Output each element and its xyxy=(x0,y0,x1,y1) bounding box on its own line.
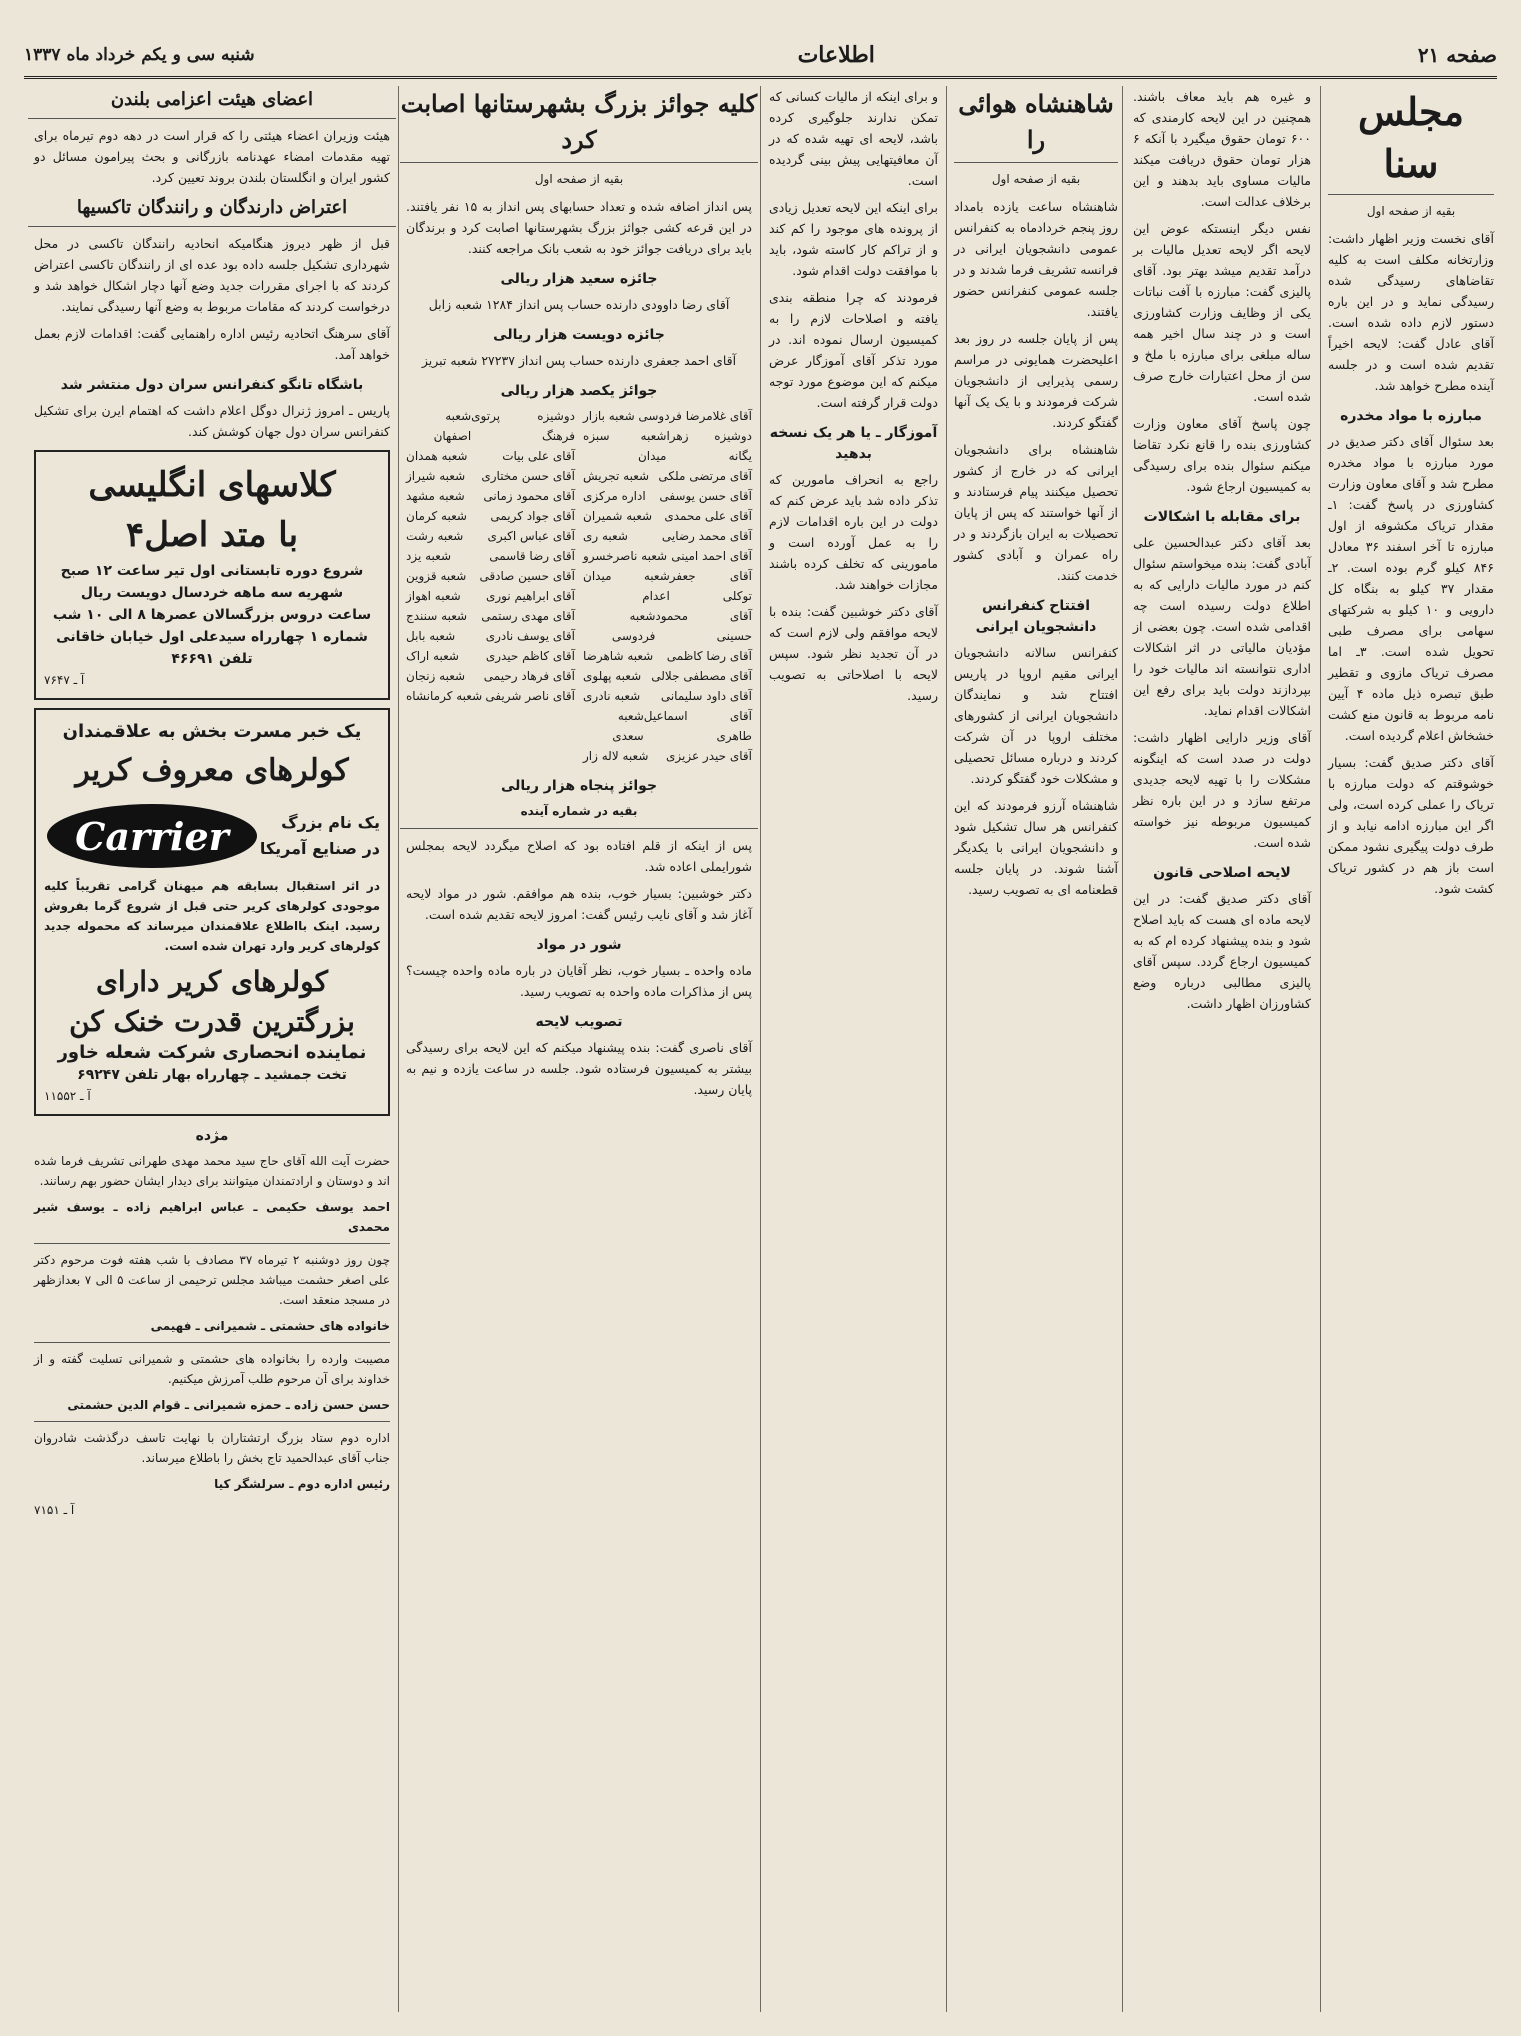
winner-name: آقای عباس اکبری xyxy=(487,529,575,543)
prize-list-item xyxy=(583,426,752,466)
article-paragraph: آقای سرهنگ اتحادیه رئیس اداره راهنمایی گفت: اقدامات لازم بعمل خواهد آمد. xyxy=(34,326,390,362)
english-classes-ad xyxy=(34,450,390,700)
prize-list-left xyxy=(406,406,575,706)
section-title: لایحه اصلاحی قانون xyxy=(1153,865,1291,881)
winner-name: آقای علی محمدی xyxy=(664,509,752,523)
winner-name: آقای جواد کریمی xyxy=(490,509,575,523)
prize-list-item xyxy=(583,646,752,666)
winner-name: دوشیزه پرتوی فرهنگ xyxy=(471,409,575,443)
prize-list-item xyxy=(583,606,752,646)
notice-title: مژده xyxy=(195,1128,229,1144)
ad-code: آ ـ ۷۶۴۷ xyxy=(44,673,85,687)
left-column xyxy=(28,86,396,2012)
senate-paragraph: آقای نخست وزیر اظهار داشت: وزارتخانه مکلف است به کلیه تقاضاهای رسیدگی شده رسیدگی نماید و در این باره دستور لازم داده شده است. آقای عادل گفت: لایحه اخیراً تقدیم شده است و در جلسه آینده مطرح خواهد شد. xyxy=(1328,231,1494,393)
prize-section-title: جوائز یکصد هزار ریالی xyxy=(500,383,658,399)
article-paragraph: قبل از ظهر دیروز هنگامیکه انحادیه رانندگان تاکسی در محل شهرداری تشکیل جلسه داده بود عده ای از رانندگان تاکسی اعتراض کردند که با اجرای مقررات جدید وضع آنها دچار اشکال خواهد شد و درخواست کردند که مقامات مربوط به وضع آنها رسیدگی نمایند. xyxy=(34,236,390,314)
senate-article xyxy=(1322,86,1500,2012)
article-paragraph: پس از اینکه از قلم افتاده بود که اصلاح میگردد لایحه بمجلس شورایملی اعاده شد. xyxy=(406,838,752,874)
prize-list-item xyxy=(406,686,575,706)
prize-list-item xyxy=(583,526,752,546)
prize-list-item xyxy=(406,606,575,626)
winner-name: آقای فرهاد رحیمی xyxy=(483,669,575,683)
winner-name: آقای مصطفی جلالی xyxy=(651,669,752,683)
continued-note: بقیه در شماره آینده xyxy=(520,804,638,818)
issue-date: شنبه سی و یکم خرداد ماه ۱۳۳۷ xyxy=(24,45,255,65)
winner-name: آقای حیدر عزیزی xyxy=(665,749,752,763)
senate-continued xyxy=(1127,86,1317,2012)
winner-name: آقای احمد امینی xyxy=(671,549,752,563)
winner-branch: شعبه شیراز xyxy=(406,469,466,483)
shah-article xyxy=(948,86,1124,2012)
winner-name: آقای کاظم حیدری xyxy=(485,649,575,663)
article-paragraph: و برای اینکه از مالیات کسانی که تمکن ندارند جلوگیری کرده باشد، لایحه ای تهیه شده که در آن معافیتهایی پیش بینی گردیده است. xyxy=(769,89,938,188)
prize-list-item xyxy=(406,446,575,466)
prize-list-item xyxy=(583,706,752,746)
winner-branch: شعبه قزوین xyxy=(406,569,467,583)
winner-name: آقای مرتضی ملکی xyxy=(658,469,752,483)
prize-list-item xyxy=(583,546,752,566)
article-paragraph: کنفرانس سالانه دانشجویان ایرانی مقیم اروپا در پاریس افتتاح شد و نمایندگان دانشجویان ایرانی از کشورهای مختلف اروپا در آن شرکت کردند و درباره مسائل تحصیلی و مشکلات خود گفتگو کردند. xyxy=(954,645,1118,786)
article-paragraph: شاهنشاه برای دانشجویان ایرانی که در خارج از کشور تحصیل میکنند پیام فرستادند و از آنها خواستند که پس از پایان تحصیلات به ایران بازگردند و در راه عمران و آبادی کشور خدمت کنند. xyxy=(954,442,1118,583)
prize-list-item xyxy=(406,586,575,606)
winner-branch: شعبه ناصرخسرو xyxy=(583,549,668,563)
winner-branch: شعبه سبزه میدان xyxy=(583,429,667,463)
winner-branch: شعبه اصفهان xyxy=(433,409,472,443)
ad-code: آ ـ ۷۱۵۱ xyxy=(34,1503,75,1517)
ad-title: کولرهای معروف کریر xyxy=(75,753,349,788)
article-paragraph: دکتر خوشبین: بسیار خوب، بنده هم موافقم. شور در مواد لایحه آغاز شد و آقای نایب رئیس گفت: امروز لایحه تقدیم شده است. xyxy=(406,886,752,922)
winner-branch: شعبه شمیران xyxy=(583,509,653,523)
winner-name: آقای اسماعیل طاهری xyxy=(643,709,752,743)
prize-list-item xyxy=(406,646,575,666)
notice-text: اداره دوم ستاد بزرگ ارتشتاران با نهایت تاسف درگذشت شادروان جناب آقای عبدالحمید تاج بخش را باطلاع میرساند. xyxy=(34,1431,390,1465)
prize-list-item xyxy=(583,406,752,426)
prize-list-item xyxy=(406,666,575,686)
winner-branch: شعبه ری xyxy=(583,529,628,543)
page-header xyxy=(24,34,1497,79)
winner-name: آقای ابراهیم نوری xyxy=(485,589,575,603)
senate-headline: مجلس سنا xyxy=(1328,86,1494,195)
newspaper-name: اطلاعات xyxy=(797,42,875,68)
article-paragraph: آقای دکتر صدیق گفت: در این لایحه ماده ای هست که باید اصلاح شود و بنده پیشنهاد کرده ام که به کمیسیون ارجاع گردد. سپس آقای پالیزی مطالبی درباره وضع کشاورزان اظهار داشت. xyxy=(1133,891,1311,1011)
winner-branch: شعبه همدان xyxy=(406,449,468,463)
section-title: افتتاح کنفرانس دانشجویان ایرانی xyxy=(975,598,1097,635)
notice-signature: خانواده های حشمتی ـ شمیرانی ـ فهیمی xyxy=(150,1319,390,1333)
notice-text: چون روز دوشنبه ۲ تیرماه ۳۷ مصادف با شب هفته فوت مرحوم دکتر علی اصغر حشمت میباشد مجلس ترحیمی از ساعت ۵ الی ۷ بعدازظهر در مسجد منعقد است. xyxy=(34,1253,391,1307)
tax-article xyxy=(763,86,944,2012)
ad-line: ساعت دروس بزرگسالان عصرها ۸ الی ۱۰ شب xyxy=(52,607,372,623)
winner-branch: شعبه سعدی xyxy=(612,709,644,743)
prize-list-item xyxy=(583,506,752,526)
winner-branch: شعبه سنندج xyxy=(406,609,468,623)
prize-list-right xyxy=(583,406,752,766)
article-paragraph: برای اینکه این لایحه تعدیل زیادی از پرونده های موجود را کم کند و از تراکم کار کاسته شود، باید با موافقت دولت اقدام شود. xyxy=(769,200,938,278)
winner-name: آقای علی بیات xyxy=(502,449,575,463)
prize-winner: آقای احمد جعفری دارنده حساب پس انداز ۲۷۲۳۷ شعبه تبریز xyxy=(421,353,737,368)
winner-name: آقای یوسف نادری xyxy=(485,629,575,643)
parliament-bill-article xyxy=(400,835,758,1100)
winner-name: آقای رضا قاسمی xyxy=(489,549,575,563)
winner-name: دوشیزه زهرا یگانه xyxy=(666,429,752,463)
winner-branch: شعبه کرمانشاه xyxy=(406,689,483,703)
winner-branch: شعبه بابل xyxy=(406,629,456,643)
article-paragraph: فرمودند که چرا منطقه بندی یافته و اصلاحات لازم را به کمیسیون ارسال نموده اند. در مورد تذکر آقای آموزگار عرض میکنم که این موضوع مورد توجه دولت قرار گرفته است. xyxy=(769,290,938,410)
winner-branch: شعبه پهلوی xyxy=(583,669,642,683)
ad-line: شماره ۱ چهارراه سیدعلی اول خیابان خاقانی xyxy=(56,629,368,645)
winner-branch: شعبه فردوسی xyxy=(611,609,656,643)
prize-list-item xyxy=(583,666,752,686)
prize-list-item xyxy=(406,546,575,566)
prize-list-item xyxy=(583,686,752,706)
article-paragraph: پس از پایان جلسه در روز بعد اعلیحضرت همایونی در مراسم رسمی پذیرایی از دانشجویان شرکت فرمودند و با یک یک آنها گفتگو کردند. xyxy=(954,331,1118,430)
article-paragraph: ماده واحده ـ بسیار خوب، نظر آقایان در باره ماده واحده چیست؟ پس از مذاکرات ماده واحده به تصویب رسید. xyxy=(406,963,752,999)
page-number: صفحه ۲۱ xyxy=(1417,43,1497,67)
prize-list-item xyxy=(406,566,575,586)
winner-branch: شعبه بازار xyxy=(583,409,635,423)
prize-list-item xyxy=(406,506,575,526)
ad-subtitle: با متد اصل۴ xyxy=(125,515,299,555)
section-title: برای مقابله با اشکالات xyxy=(1143,509,1301,525)
winner-branch: شعبه رشت xyxy=(406,529,464,543)
brand-line: یک نام بزرگ xyxy=(281,813,380,832)
carrier-ad xyxy=(34,708,390,1116)
article-paragraph: آقای دکتر خوشبین گفت: بنده با لایحه موافقم ولی لازم است که در آن تجدید نظر شود. سپس لایحه با اصلاحاتی به تصویب رسید. xyxy=(769,604,938,703)
winner-name: آقای جعفر توکلی xyxy=(669,569,752,603)
prize-section-title: جائزه سعید هزار ریالی xyxy=(500,271,658,287)
winner-branch: شعبه اهواز xyxy=(406,589,461,603)
ad-address: تخت جمشید ـ چهارراه بهار تلفن ۶۹۲۴۷ xyxy=(77,1067,347,1083)
prize-list-item xyxy=(406,466,575,486)
prize-winner: آقای رضا داوودی دارنده حساب پس انداز ۱۲۸۴ شعبه زابل xyxy=(428,297,730,312)
article-paragraph: شاهنشاه ساعت یازده بامداد روز پنجم خردادماه به کنفرانس عمومی دانشجویان ایرانی در فرانسه تشریف فرما شدند و در جلسه عمومی کنفرانس حضور یافتند. xyxy=(954,199,1118,319)
article-paragraph: پاریس ـ امروز ژنرال دوگل اعلام داشت که اهتمام ایرن برای تشکیل کنفرانس سران دول جهان کوشش کند. xyxy=(34,403,390,439)
winner-branch: شعبه کرمان xyxy=(406,509,467,523)
ad-phone: تلفن ۴۶۶۹۱ xyxy=(171,651,253,667)
winner-branch: شعبه لاله زار xyxy=(583,749,649,763)
prize-list-item xyxy=(583,486,752,506)
notice-signature: رئیس اداره دوم ـ سرلشگر کیا xyxy=(214,1477,390,1491)
ad-dealer: نماینده انحصاری شرکت شعله خاور xyxy=(57,1042,367,1063)
article-paragraph: شاهنشاه آرزو فرمودند که این کنفرانس هر سال تشکیل شود و دانشجویان ایرانی با یکدیگر آشنا شوند. در پایان جلسه قطعنامه ای به تصویب رسید. xyxy=(954,798,1118,897)
prize-list-item xyxy=(406,486,575,506)
winner-branch: شعبه یزد xyxy=(406,549,452,563)
senate-paragraph: بعد سئوال آقای دکتر صدیق در مورد مبارزه با مواد مخدره مطرح شد و آقای معاون وزارت کشاورزی در پاسخ گفت: ۱ـ مقدار تریاک مکشوفه از اول مبارزه تا آخر اسفند ۳۶ معادل ۸۴۶ کیلو گرم بوده است. ۲ـ مقدار ۳۷ کیلو به بنگاه کل دارویی و ۱۰ کیلو به شرکتهای سهامی برای مصرف طبی تحویل شده است. ۳ـ اما مصرف تریاک مازوی و تقطیر طبق تبصره ذیل ماده ۴ آیین نامه مربوط به قانون منع کشت خشخاش اعلام گردیده است. xyxy=(1328,434,1495,743)
winner-branch: شعبه تجریش xyxy=(583,469,650,483)
winner-name: آقای حسن مختاری xyxy=(481,469,575,483)
article-paragraph: آقای وزیر دارایی اظهار داشت: دولت در صدد است که اینگونه مشکلات را با تهیه لایحه جدیدی مرتفع سازد و در این باره نظر کمیسیون مربوطه نیز خواسته شده است. xyxy=(1133,730,1311,850)
ad-slogan: کولرهای کریر دارای بزرگترین قدرت خنک کن xyxy=(69,965,355,1038)
article-paragraph: راجع به انحراف مامورین که تذکر داده شد باید عرض کنم که دولت در این باره اقدامات لازم را به عمل آورده است و مامورینی که تخلف کرده باشند مجازات خواهند شد. xyxy=(769,472,938,592)
prize-list-item xyxy=(583,746,752,766)
article-paragraph: چون پاسخ آقای معاون وزارت کشاورزی بنده را قانع نکرد تقاضا میکنم سئوال بنده برای رسیدگی به کمیسیون ارجاع شود. xyxy=(1133,416,1311,494)
winner-branch: شعبه شاهرضا xyxy=(583,649,654,663)
prize-section-title: جوائز پنجاه هزار ریالی xyxy=(500,778,658,794)
prizes-article xyxy=(400,86,758,2012)
senate-section-title: مبارزه با مواد مخدره xyxy=(1340,408,1482,424)
winner-branch: شعبه زنجان xyxy=(406,669,466,683)
prize-list-item xyxy=(583,466,752,486)
prize-section-title: جائزه دویست هزار ریالی xyxy=(493,327,665,343)
winner-name: آقای محمود حسینی xyxy=(655,609,752,643)
winner-branch: شعبه مشهد xyxy=(406,489,465,503)
prize-list-item xyxy=(406,626,575,646)
ad-line: شهریه سه ماهه خردسال دویست ریال xyxy=(80,585,344,601)
prize-list-item xyxy=(583,566,752,606)
article-paragraph: بعد آقای دکتر عبدالحسین علی آبادی گفت: بنده میخواستم سئوال کنم در مورد مالیات دارایی که به اطلاع دولت رسیده است چه اقدامی شده است. چون بعضی از مؤدیان مالیاتی در اثر اشکالات اداری نتوانسته اند مالیات خود را بپردازند دولت باید برای رفع این اشکالات اقدام نماید. xyxy=(1133,535,1311,718)
section-title: آموزگار ـ یا هر یک نسخه بدهید xyxy=(769,425,938,462)
carrier-logo: Carrier xyxy=(47,804,257,868)
winner-branch: اداره مرکزی xyxy=(583,489,646,503)
winner-name: آقای محمود زمانی xyxy=(483,489,575,503)
winner-name: آقای حسن یوسفی xyxy=(659,489,752,503)
ad-title: کلاسهای انگلیسی xyxy=(88,465,336,505)
section-title: تصویب لایحه xyxy=(535,1014,623,1030)
winner-branch: شعبه میدان اعدام xyxy=(583,569,670,603)
winner-name: آقای ناصر شریفی xyxy=(485,689,575,703)
senate-paragraph: آقای دکتر صدیق گفت: بسیار خوشوقتم که دولت مبارزه با تریاک را عملی کرده است، ولی اگر این مبارزه ادامه نیابد و از طرف دولت پیگیری نشود ممکن است باز هم در کشور تریاک کشت شود. xyxy=(1328,755,1494,896)
winner-name: آقای محمد رضایی xyxy=(661,529,752,543)
section-title: شور در مواد xyxy=(536,937,622,953)
article-paragraph: هیئت وزیران اعضاء هیئتی را که قرار است در دهه دوم تیرماه برای تهیه مقدمات امضاء عهدنامه بازرگانی و بحث پیرامون مسائل دو کشور ایران و انگلستان بلندن بروند تعیین کرد. xyxy=(34,128,390,185)
notice-signature: احمد یوسف حکیمی ـ عباس ابراهیم زاده ـ یوسف شیر محمدی xyxy=(34,1200,390,1234)
senate-subline: بقیه از صفحه اول xyxy=(1366,204,1456,218)
prizes-intro: پس انداز اضافه شده و تعداد حسابهای پس انداز به ۱۵ نفر یافتند. در این قرعه کشی جوائز بزرگ بشهرستانها اصابت کرد و برندگان باید برای دریافت جوائز خود به شعب بانک مراجعه کنند. xyxy=(406,199,752,256)
shah-subline: بقیه از صفحه اول xyxy=(991,172,1081,186)
ad-code: آ ـ ۱۱۵۵۲ xyxy=(44,1089,91,1103)
article-paragraph: نفس دیگر اینستکه عوض این لایحه اگر لایحه تعدیل مالیات بر درآمد تقدیم میشد بهتر بود. آقای پالیزی گفت: مبارزه با آفت نباتات یکی از وظایف وزارت کشاورزی است و در چند سال اخیر همه ساله مبلغی برای مبارزه با ملخ و سن از محل اعتبارات خارج صرف شده است. xyxy=(1133,221,1311,404)
delegation-headline: اعضای هیئت اعزامی بلندن xyxy=(28,86,396,119)
notice-signature: حسن حسن زاده ـ حمزه شمیرانی ـ قوام الدین حشمتی xyxy=(67,1398,390,1412)
article-paragraph: آقای ناصری گفت: بنده پیشنهاد میکنم که این لایحه برای رسیدگی بیشتر به کمیسیون فرستاده شود. جلسه در ساعت یازده و نیم به پایان رسید. xyxy=(406,1040,752,1097)
ad-top: یک خبر مسرت بخش به علاقمندان xyxy=(62,721,362,742)
notice-text: حضرت آیت الله آقای حاج سید محمد مهدی طهرانی تشریف فرما شده اند و دوستان و ارادتمندان میتوانند برای دیدار ایشان حضور بهم رسانند. xyxy=(34,1154,390,1188)
notice-text: مصیبت وارده را بخانواده های حشمتی و شمیرانی تسلیت گفته و از خداوند برای آن مرحوم طلب آمرزش میکنیم. xyxy=(34,1352,390,1386)
prize-list-item xyxy=(406,526,575,546)
winner-name: آقای حسین صادقی xyxy=(479,569,575,583)
article-paragraph: و غیره هم باید معاف باشند. همچنین در این لایحه کارمندی که ۶۰۰ تومان حقوق میگیرد با آنکه ۶ هزار تومان حقوق دریافت میکند مالیات مساوی باید بدهند و این برخلاف عدالت است. xyxy=(1133,89,1311,209)
ad-line: شروع دوره تابستانی اول تیر ساعت ۱۲ صبح xyxy=(60,563,364,579)
section-title: باشگاه تانگو کنفرانس سران دول منتشر شد xyxy=(60,377,364,393)
brand-line: در صنایع آمریکا xyxy=(259,839,380,858)
shah-headline: شاهنشاه هوائی را xyxy=(954,86,1118,163)
winner-name: آقای رضا کاظمی xyxy=(666,649,752,663)
winner-name: آقای داود سلیمانی xyxy=(660,689,752,703)
prize-list-item xyxy=(406,406,575,446)
winner-name: آقای غلامرضا فردوسی xyxy=(638,409,752,423)
taxi-headline: اعتراض دارندگان و رانندگان تاکسیها xyxy=(28,194,396,227)
winner-branch: شعبه نادری xyxy=(583,689,641,703)
ad-body: در اثر استقبال بسابقه هم میهنان گرامی تقریباً کلیه موجودی کولرهای کریر حتی قبل از شروع گرما بفروش رسید. اینک بااطلاع علاقمندان میرساند که محموله جدید کولرهای کریر وارد تهران شده است. xyxy=(44,879,380,953)
winner-branch: شعبه اراک xyxy=(406,649,459,663)
prizes-headline: کلیه جوائز بزرگ بشهرستانها اصابت کرد xyxy=(400,86,758,163)
winner-name: آقای مهدی رستمی xyxy=(481,609,575,623)
prizes-subline: بقیه از صفحه اول xyxy=(534,172,624,186)
